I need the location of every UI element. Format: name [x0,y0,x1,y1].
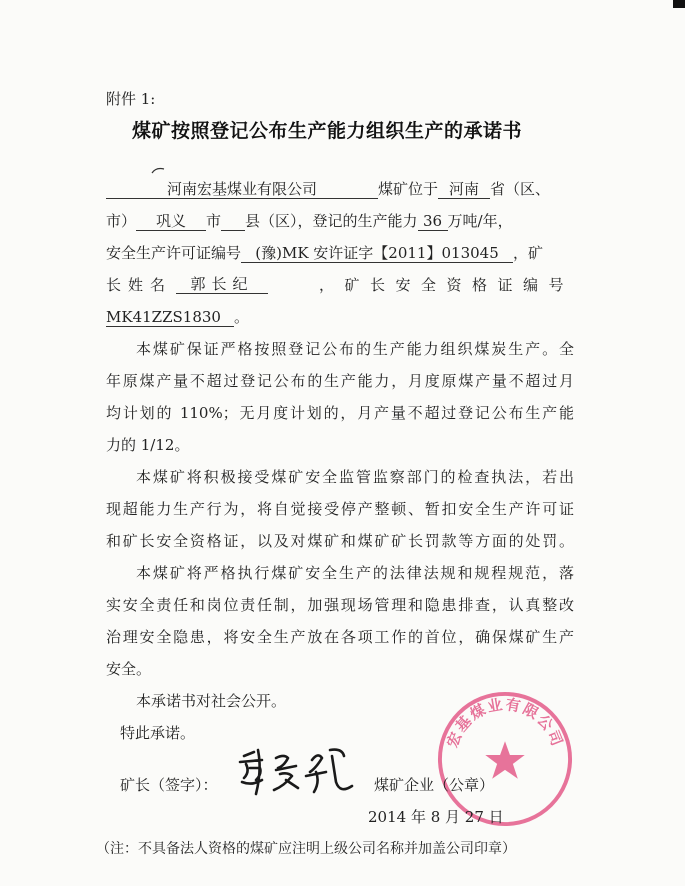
cert-label: ，矿长安全资格证编号 [318,276,574,294]
attachment-label: 附件 1: [106,90,156,108]
province-field: 河南 [438,181,490,199]
para-3-line-2: 实安全责任和岗位责任制，加强现场管理和隐患排查，认真整改 [106,596,574,614]
manager-label: 长姓名 [106,276,173,294]
city-prefix: 市） [106,212,137,230]
para-1-line-1: 本煤矿保证严格按照登记公布的生产能力组织煤炭生产。全 [136,340,574,358]
intro-period: 。 [234,308,250,326]
license-number: (豫)MK 安许证字【2011】013045 [241,245,513,263]
intro-line-5 [106,308,249,327]
intro-line-4 [106,276,574,294]
ink-mark-icon [150,166,166,176]
sign-label: 矿长（签字）： [120,776,218,794]
capacity-field: 36 [418,213,448,231]
county-field [221,213,245,231]
manager-signature [232,742,358,798]
province-suffix: 省（区、 [490,180,551,198]
intro-line-3 [106,244,543,263]
city-suffix: 市 [206,212,222,230]
manager-name-field: 郭长纪 [176,276,268,294]
intro-line-1 [106,180,550,199]
capacity-unit: 万吨/年， [447,212,513,230]
para-1-line-2: 年原煤产量不超过登记公布的生产能力，月度原煤产量不超过月 [106,372,574,390]
para-2-line-3: 和矿长安全资格证，以及对煤矿和煤矿矿长罚款等方面的处罚。 [106,532,574,550]
intro-line-2 [106,212,513,231]
seal-text: 宏基煤业有限公司 [444,696,566,750]
para-2-line-2: 现超能力生产行为，将自觉接受停产整顿、暂扣安全生产许可证 [106,500,574,518]
footnote: （注：不具备法人资格的煤矿应注明上级公司名称并加盖公司印章） [96,841,516,857]
county-suffix: 县（区），登记的生产能力 [245,212,418,230]
cert-number: MK41ZZS1830 [106,309,234,327]
closing-text: 特此承诺。 [120,724,196,742]
seal-star-icon [485,741,524,778]
para-3-line-3: 治理安全隐患，将安全生产放在各项工作的首位，确保煤矿生产 [106,628,574,646]
company-stamp-label: 煤矿企业（公章） [374,776,495,794]
para-1-line-4: 力的 1/12。 [106,436,190,454]
para-3-line-1: 本煤矿将严格执行煤矿安全生产的法律法规和规程规范，落 [136,564,574,582]
scan-corner-mark [673,0,685,8]
document-title: 煤矿按照登记公布生产能力组织生产的承诺书 [132,120,523,142]
para-2-line-1: 本煤矿将积极接受煤矿安全监管监察部门的检查执法，若出 [136,468,574,486]
date: 2014 年 8 月 27 日 [368,808,504,826]
company-name: 河南宏基煤业有限公司 [106,181,378,199]
license-tail: ，矿 [513,244,544,262]
para-4-line-1: 本承诺书对社会公开。 [136,692,287,710]
city-field: 巩义 [136,213,206,231]
para-1-line-3: 均计划的 110%；无月度计划的，月产量不超过登记公布生产能 [106,404,574,422]
located-in-text: 煤矿位于 [378,180,439,198]
para-3-line-4: 安全。 [106,660,152,678]
license-label: 安全生产许可证编号 [106,244,242,262]
